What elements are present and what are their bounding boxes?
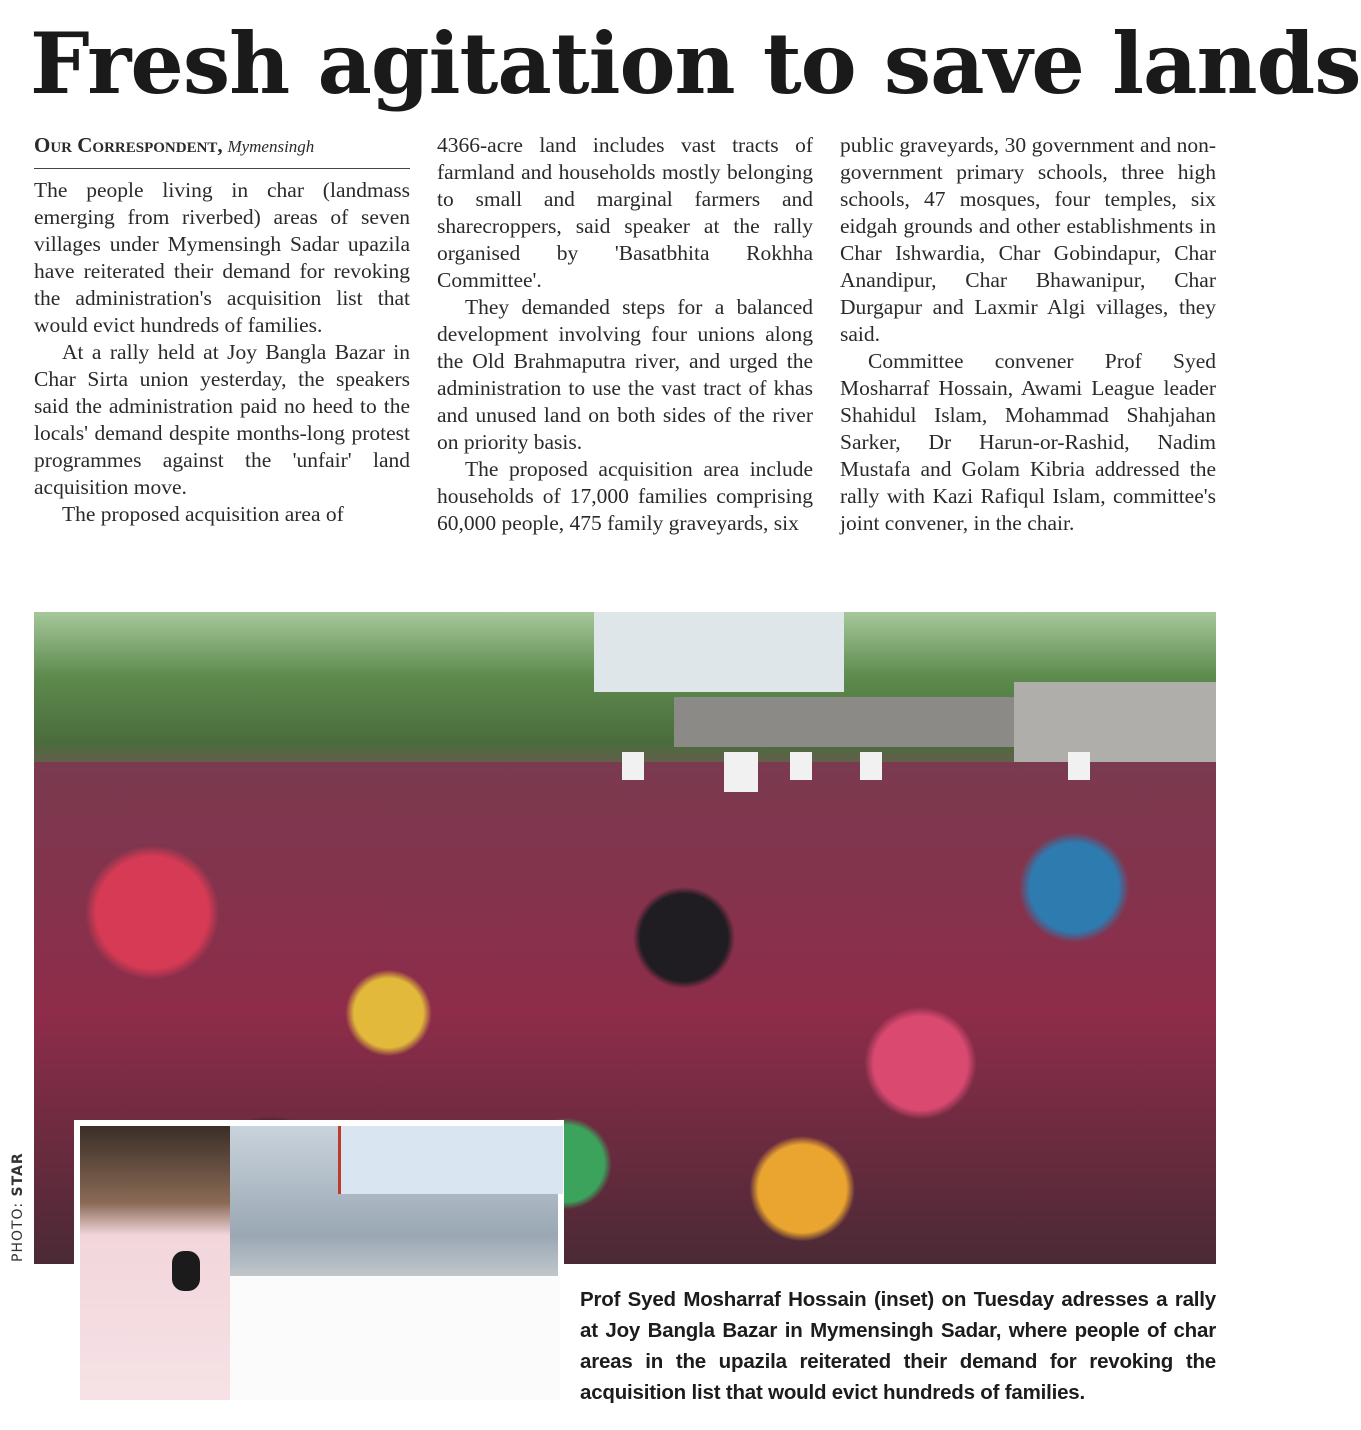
headline: Fresh agitation to save lands xyxy=(30,14,1361,113)
photo-placard xyxy=(724,752,758,792)
inset-speaker xyxy=(80,1126,230,1400)
photo-placard xyxy=(1068,752,1090,780)
byline xyxy=(34,132,410,169)
inset-photo xyxy=(74,1120,564,1406)
byline-location: Mymensingh xyxy=(227,137,315,156)
article-paragraph: public graveyards, 30 government and non-government primary schools, three high schools, 47 mosques, four temples, six eidgah grounds and other establishments in Char Ishwardia, Char Gobindapur, Char Anandipur, Char Bhawanipur, Char Durgapur and Laxmir Algi villages, they said. xyxy=(840,133,1216,346)
inset-table xyxy=(230,1276,560,1400)
article-paragraph: At a rally held at Joy Bangla Bazar in Char Sirta union yesterday, the speakers said the administration paid no heed to the locals' demand despite months-long protest programmes against the 'unfair' land acquisition move. xyxy=(34,340,410,499)
article-column-1 xyxy=(34,132,410,528)
article-paragraph: Committee convener Prof Syed Mosharraf Hossain, Awami League leader Shahidul Islam, Mohammad Shahjahan Sarker, Dr Harun-or-Rashid, Nadim Mustafa and Golam Kibria addressed the rally with Kazi Rafiqul Islam, committee's joint convener, in the chair. xyxy=(840,349,1216,535)
inset-banner xyxy=(338,1126,563,1194)
article-paragraph: The people living in char (landmass emerging from riverbed) areas of seven villages under Mymensingh Sadar upazila have reiterated their demand for revoking the administration's acquisition list that would evict hundreds of families. xyxy=(34,178,410,337)
article-column-3 xyxy=(840,132,1216,537)
article-paragraph: The proposed acquisition area of xyxy=(62,502,344,526)
article-paragraph: 4366-acre land includes vast tracts of farmland and households mostly belonging to small and marginal farmers and sharecroppers, said speaker at the rally organised by 'Basatbhita Rokhha Committee'. xyxy=(437,133,813,292)
article-column-2 xyxy=(437,132,813,537)
byline-correspondent: Our Correspondent, xyxy=(34,133,223,157)
photo-sky xyxy=(594,612,844,692)
inset-photo-image xyxy=(80,1126,558,1400)
photo-placard xyxy=(790,752,812,780)
microphone-icon xyxy=(172,1251,200,1291)
photo-credit-source: STAR xyxy=(10,1152,26,1197)
article-paragraph: The proposed acquisition area include households of 17,000 families comprising 60,000 people, 475 family graveyards, six xyxy=(437,457,813,535)
photo-placard xyxy=(860,752,882,780)
photo-credit-label: PHOTO: xyxy=(10,1201,26,1262)
photo-caption: Prof Syed Mosharraf Hossain (inset) on Tuesday adresses a rally at Joy Bangla Bazar in Mymensingh Sadar, where people of char areas in the upazila reiterated their demand for revoking the acquisition list that would evict hundreds of families. xyxy=(580,1288,1216,1404)
photo-placard xyxy=(622,752,644,780)
photo-credit xyxy=(10,1152,26,1262)
article-paragraph: They demanded steps for a balanced development involving four unions along the Old Brahmaputra river, and urged the administration to use the vast tract of khas and unused land on both sides of the river on priority basis. xyxy=(437,295,813,454)
photo-roof xyxy=(674,697,1034,747)
